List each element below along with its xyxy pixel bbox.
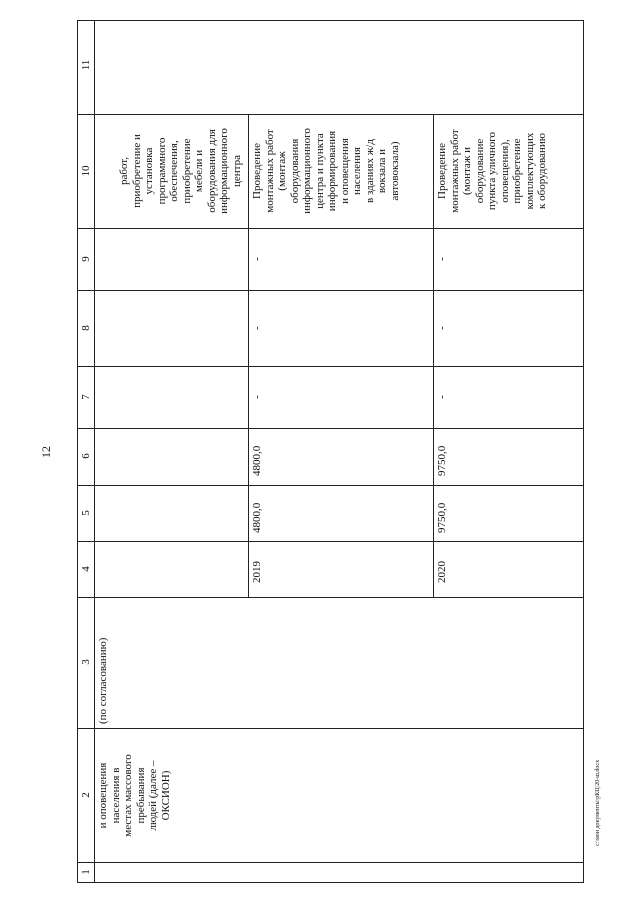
col-sep-2-1 (77, 862, 584, 863)
col-header-4: 4 (80, 566, 92, 572)
col-header-9: 9 (80, 256, 92, 262)
main-col10-text: работ, приобретение и установка программного обеспечения, приобретение мебели и оборудования для информационного центра (118, 128, 243, 214)
col-header-11: 11 (80, 59, 92, 71)
col-header-7: 7 (80, 394, 92, 400)
col-header-8: 8 (80, 325, 92, 331)
col-sep-4-3 (77, 597, 584, 598)
col-sep-7-6 (77, 428, 584, 429)
row-2020-col7: - (436, 395, 448, 399)
col-sep-5-4 (77, 541, 584, 542)
row-2019-col6: 4800,0 (251, 445, 263, 476)
col-sep-9-8 (77, 290, 584, 291)
col-header-3: 3 (80, 659, 92, 665)
row-2019-col8: - (251, 326, 263, 330)
row-sep-2020 (433, 114, 434, 598)
row-2020-col9: - (436, 257, 448, 261)
col-header-1: 1 (80, 869, 92, 875)
col-header-2: 2 (80, 792, 92, 798)
row-2019-col7: - (251, 395, 263, 399)
row-2020-col5: 9750,0 (436, 502, 448, 533)
main-col3-text: (по согласованию) (97, 637, 109, 724)
main-col2-text: и оповещения населения в местах массового пребывания людей (далее – ОКСИОН) (97, 754, 172, 837)
col-header-6: 6 (80, 453, 92, 459)
col-sep-6-5 (77, 485, 584, 486)
row-2020-col10-text: Проведение монтажных работ (монтаж и оборудование пункта уличного оповещения), приобретение комплектующих к оборудованию (436, 129, 548, 213)
table-border-top (77, 20, 584, 21)
row-2020-col6: 9750,0 (436, 445, 448, 476)
col-sep-8-7 (77, 366, 584, 367)
row-2020-col8: - (436, 326, 448, 330)
row-2019-col5: 4800,0 (251, 502, 263, 533)
col-header-5: 5 (80, 510, 92, 516)
table-border-bottom (77, 882, 584, 883)
row-2019-col9: - (251, 257, 263, 261)
header-separator (94, 20, 95, 883)
row-2019-year: 2019 (251, 561, 263, 583)
table-border-left (77, 20, 78, 883)
footer-file-path: c:\мои документы\рКЦ\20-ш.docx (595, 759, 601, 846)
row-2020-year: 2020 (436, 561, 448, 583)
row-2019-col10-text: Проведение монтажных работ (монтаж оборудования информационного центра и пункта информирования и оповещения населения в зданиях ж/д вокзала и автовокзала) (251, 128, 401, 214)
row-sep-2019 (248, 114, 249, 598)
table-border-right (583, 20, 584, 883)
page-number: 12 (39, 446, 53, 458)
col-header-10: 10 (80, 165, 92, 177)
col-sep-10-9 (77, 228, 584, 229)
